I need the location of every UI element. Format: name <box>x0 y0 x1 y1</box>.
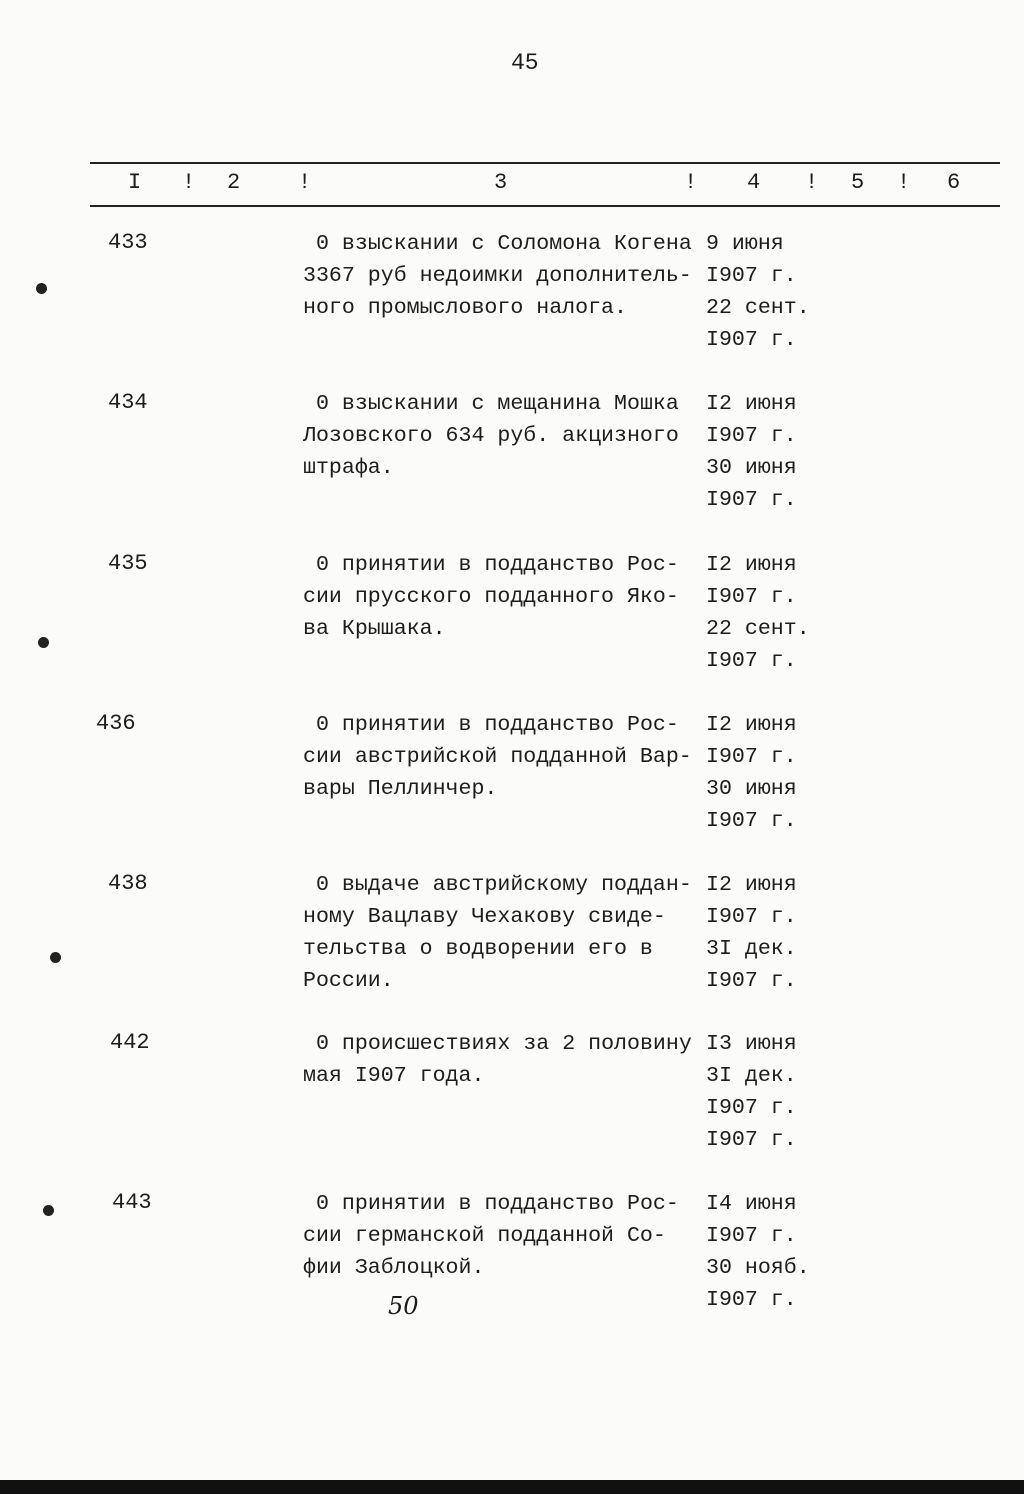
date-line: 30 нояб. <box>706 1256 810 1280</box>
description-line: сии австрийской подданной Вар- <box>303 745 692 769</box>
date-line: I907 г. <box>706 328 797 352</box>
record-number: 434 <box>108 390 148 415</box>
punch-hole-mark <box>50 952 61 963</box>
date-line: 3I дек. <box>706 937 797 961</box>
record-number: 443 <box>112 1190 152 1215</box>
date-line: I907 г. <box>706 424 797 448</box>
column-header-1: I <box>128 170 142 195</box>
date-line: I907 г. <box>706 649 797 673</box>
description-line: тельства о водворении его в <box>303 937 653 961</box>
header-top-rule <box>90 162 1000 164</box>
description-line: 0 выдаче австрийскому поддан- <box>316 873 692 897</box>
record-number: 435 <box>108 551 148 576</box>
date-line: I2 июня <box>706 553 797 577</box>
description-line: 0 принятии в подданство Рос- <box>316 553 679 577</box>
header-bottom-rule <box>90 205 1000 207</box>
description-line: мая I907 года. <box>303 1064 485 1088</box>
record-description <box>303 228 692 324</box>
column-separator: ! <box>182 170 196 195</box>
date-line: I907 г. <box>706 1128 797 1152</box>
date-line: I907 г. <box>706 488 797 512</box>
record-description <box>303 388 679 484</box>
date-line: I2 июня <box>706 392 797 416</box>
record-description <box>303 1028 692 1092</box>
page-number: 45 <box>511 50 539 76</box>
description-line: 0 принятии в подданство Рос- <box>316 713 679 737</box>
column-header-3: 3 <box>494 170 508 195</box>
date-line: 9 июня <box>706 232 784 256</box>
column-separator: ! <box>298 170 312 195</box>
punch-hole-mark <box>36 283 47 294</box>
date-line: I907 г. <box>706 905 797 929</box>
record-dates <box>706 228 810 356</box>
description-line: России. <box>303 969 394 993</box>
description-line: сии германской подданной Со- <box>303 1224 666 1248</box>
description-line: ному Вацлаву Чехакову свиде- <box>303 905 666 929</box>
record-number: 442 <box>110 1030 150 1055</box>
record-description <box>303 549 679 645</box>
column-header-6: 6 <box>947 170 961 195</box>
record-number: 433 <box>108 230 148 255</box>
record-description <box>303 1188 679 1284</box>
punch-hole-mark <box>38 637 49 648</box>
record-dates <box>706 709 797 837</box>
description-line: штрафа. <box>303 456 394 480</box>
column-separator: ! <box>897 170 911 195</box>
scan-bottom-edge <box>0 1480 1024 1494</box>
column-separator: ! <box>805 170 819 195</box>
date-line: I907 г. <box>706 1288 797 1312</box>
description-line: 3367 руб недоимки дополнитель- <box>303 264 692 288</box>
punch-hole-mark <box>43 1205 54 1216</box>
date-line: I4 июня <box>706 1192 797 1216</box>
description-line: ного промыслового налога. <box>303 296 627 320</box>
date-line: 30 июня <box>706 777 797 801</box>
description-line: сии прусского подданного Яко- <box>303 585 679 609</box>
record-description <box>303 869 692 997</box>
date-line: I907 г. <box>706 585 797 609</box>
date-line: I2 июня <box>706 873 797 897</box>
record-dates <box>706 869 797 997</box>
description-line: 0 взыскании с мещанина Мошка <box>316 392 679 416</box>
date-line: I2 июня <box>706 713 797 737</box>
description-line: фии Заблоцкой. <box>303 1256 485 1280</box>
date-line: 3I дек. <box>706 1064 797 1088</box>
column-header-2: 2 <box>227 170 241 195</box>
record-description <box>303 709 692 805</box>
record-number: 438 <box>108 871 148 896</box>
record-dates <box>706 1028 797 1156</box>
column-header-5: 5 <box>851 170 865 195</box>
description-line: 0 происшествиях за 2 половину <box>316 1032 692 1056</box>
date-line: 22 сент. <box>706 296 810 320</box>
description-line: 0 принятии в подданство Рос- <box>316 1192 679 1216</box>
record-number: 436 <box>96 711 136 736</box>
column-header-4: 4 <box>747 170 761 195</box>
description-line: 0 взыскании с Соломона Когена <box>316 232 692 256</box>
date-line: I907 г. <box>706 809 797 833</box>
description-line: вары Пеллинчер. <box>303 777 498 801</box>
date-line: 22 сент. <box>706 617 810 641</box>
date-line: 30 июня <box>706 456 797 480</box>
description-line: Лозовского 634 руб. акцизного <box>303 424 679 448</box>
date-line: I907 г. <box>706 264 797 288</box>
date-line: I907 г. <box>706 969 797 993</box>
date-line: I907 г. <box>706 745 797 769</box>
handwritten-folio-number: 50 <box>388 1292 419 1320</box>
date-line: I907 г. <box>706 1096 797 1120</box>
date-line: I3 июня <box>706 1032 797 1056</box>
column-separator: ! <box>684 170 698 195</box>
description-line: ва Крышака. <box>303 617 446 641</box>
record-dates <box>706 388 797 516</box>
record-dates <box>706 1188 810 1316</box>
date-line: I907 г. <box>706 1224 797 1248</box>
record-dates <box>706 549 810 677</box>
